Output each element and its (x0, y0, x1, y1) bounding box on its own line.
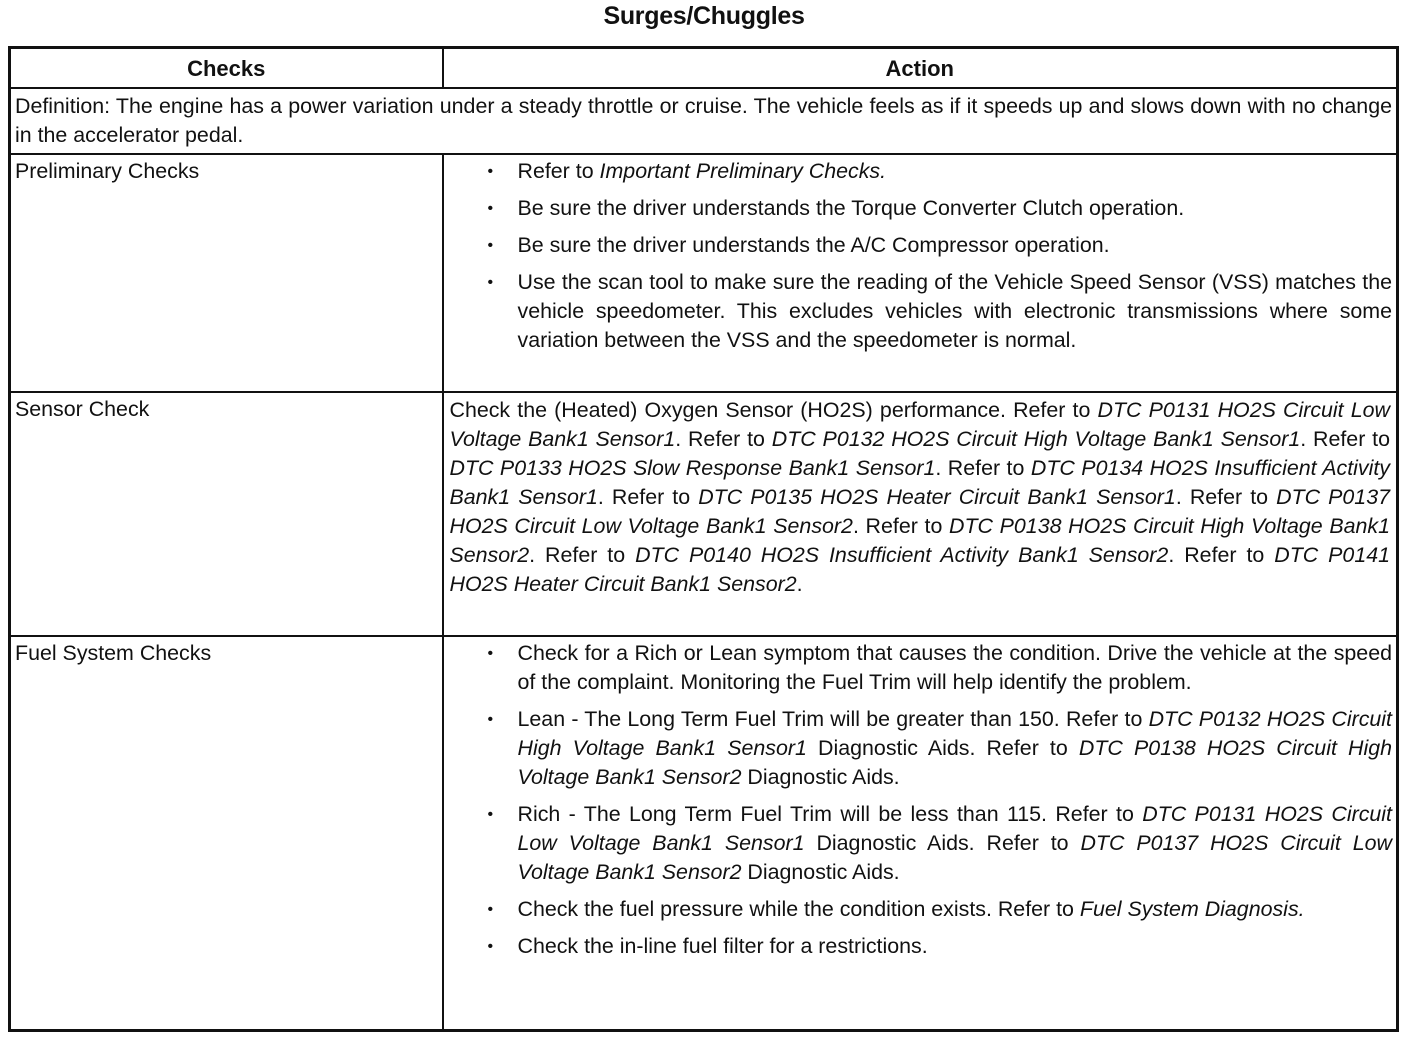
list-item: • Be sure the driver understands the Torque Converter Clutch operation. (488, 194, 1393, 223)
list-item: • Refer to Important Preliminary Checks. (488, 157, 1393, 186)
preliminary-checks-label: Preliminary Checks (10, 154, 443, 392)
list-item: • Rich - The Long Term Fuel Trim will be less than 115. Refer to DTC P0131 HO2S Circuit Low Voltage Bank1 Sensor1 Diagnostic Aids. Refer to DTC P0137 HO2S Circuit Low Voltage Bank1 Sensor2 Diagnostic Aids. (487, 802, 1393, 884)
reference-link: DTC P0137 HO2S Circuit Low Voltage Bank1 Sensor2 (517, 831, 1393, 884)
fuel-system-checks-row (10, 636, 1398, 1031)
reference-link: DTC P0132 HO2S Circuit High Voltage Bank1 Sensor1 (517, 707, 1392, 760)
reference-link: DTC P0141 HO2S Heater Circuit Bank1 Sensor2 (449, 543, 1391, 596)
sensor-check-action: Check the (Heated) Oxygen Sensor (HO2S) performance. Refer to DTC P0131 HO2S Circuit Low Voltage Bank1 Sensor1. Refer to DTC P0132 HO2S Circuit High Voltage Bank1 Sensor1. Refer to DTC P0133 HO2S Slow Response Bank1 Sensor1. Refer to DTC P0134 HO2S Insufficient Activity Bank1 Sensor1. Refer to DTC P0135 HO2S Heater Circuit Bank1 Sensor1. Refer to DTC P0137 HO2S Circuit Low Voltage Bank1 Sensor2. Refer to DTC P0138 HO2S Circuit High Voltage Bank1 Sensor2. Refer to DTC P0140 HO2S Insufficient Activity Bank1 Sensor2. Refer to DTC P0141 HO2S Heater Circuit Bank1 Sensor2. (443, 392, 1398, 636)
reference-link: Important Preliminary Checks. (599, 159, 887, 183)
fuel-system-checks-label: Fuel System Checks (10, 636, 443, 1031)
list-item: • Check the in-line fuel filter for a restrictions. (488, 932, 1393, 961)
bullet-icon: • (487, 645, 494, 662)
header-row (10, 48, 1398, 89)
bullet-icon: • (487, 711, 494, 728)
page-title: Surges/Chuggles (603, 2, 805, 30)
bullet-icon: • (487, 806, 494, 823)
reference-link: DTC P0135 HO2S Heater Circuit Bank1 Sensor1 (698, 485, 1176, 509)
definition-text: Definition: The engine has a power variation under a steady throttle or cruise. The vehicle feels as if it speeds up and slows down with no change in the accelerator pedal. (10, 88, 1398, 154)
list-item: • Check for a Rich or Lean symptom that causes the condition. Drive the vehicle at the speed of the complaint. Monitoring the Fuel Trim will help identify the problem. (487, 641, 1392, 694)
reference-link: DTC P0131 HO2S Circuit Low Voltage Bank1 Sensor1 (517, 802, 1392, 855)
bullet-icon: • (487, 237, 494, 254)
checks-column-header: Checks (10, 48, 443, 89)
definition-row (10, 88, 1398, 154)
fuel-system-checks-actions (443, 636, 1398, 1031)
reference-link: DTC P0137 HO2S Circuit Low Voltage Bank1 Sensor2 (449, 485, 1390, 538)
sensor-check-row (10, 392, 1398, 636)
list-item: • Check the fuel pressure while the condition exists. Refer to Fuel System Diagnosis. (488, 895, 1393, 924)
list-item: • Be sure the driver understands the A/C Compressor operation. (488, 231, 1393, 260)
bullet-icon: • (487, 274, 494, 291)
bullet-icon: • (487, 200, 494, 217)
preliminary-checks-row (10, 154, 1398, 392)
list-item: • Use the scan tool to make sure the reading of the Vehicle Speed Sensor (VSS) matches the vehicle speedometer. This excludes vehicles with electronic transmissions where some variation between the VSS and the speedometer is normal. (487, 270, 1392, 352)
bullet-icon: • (487, 901, 494, 918)
list-item: • Lean - The Long Term Fuel Trim will be greater than 150. Refer to DTC P0132 HO2S Circuit High Voltage Bank1 Sensor1 Diagnostic Aids. Refer to DTC P0138 HO2S Circuit High Voltage Bank1 Sensor2 Diagnostic Aids. (487, 707, 1392, 789)
reference-link: DTC P0134 HO2S Insufficient Activity Bank1 Sensor1 (449, 456, 1391, 509)
diagnostic-table (8, 46, 1399, 1032)
bullet-icon: • (487, 938, 494, 955)
reference-link: Fuel System Diagnosis. (1079, 897, 1305, 921)
reference-link: DTC P0138 HO2S Circuit High Voltage Bank1 Sensor2 (449, 514, 1391, 567)
sensor-check-label: Sensor Check (10, 392, 443, 636)
bullet-icon: • (487, 163, 494, 180)
reference-link: DTC P0132 HO2S Circuit High Voltage Bank1 Sensor1 (771, 427, 1301, 451)
action-column-header: Action (443, 48, 1398, 89)
preliminary-checks-actions (443, 154, 1398, 392)
reference-link: DTC P0138 HO2S Circuit High Voltage Bank1 Sensor2 (517, 736, 1392, 789)
reference-link: DTC P0131 HO2S Circuit Low Voltage Bank1 Sensor1 (449, 398, 1390, 451)
reference-link: DTC P0133 HO2S Slow Response Bank1 Sensor1 (449, 456, 936, 480)
reference-link: DTC P0140 HO2S Insufficient Activity Bank1 Sensor2 (635, 543, 1169, 567)
